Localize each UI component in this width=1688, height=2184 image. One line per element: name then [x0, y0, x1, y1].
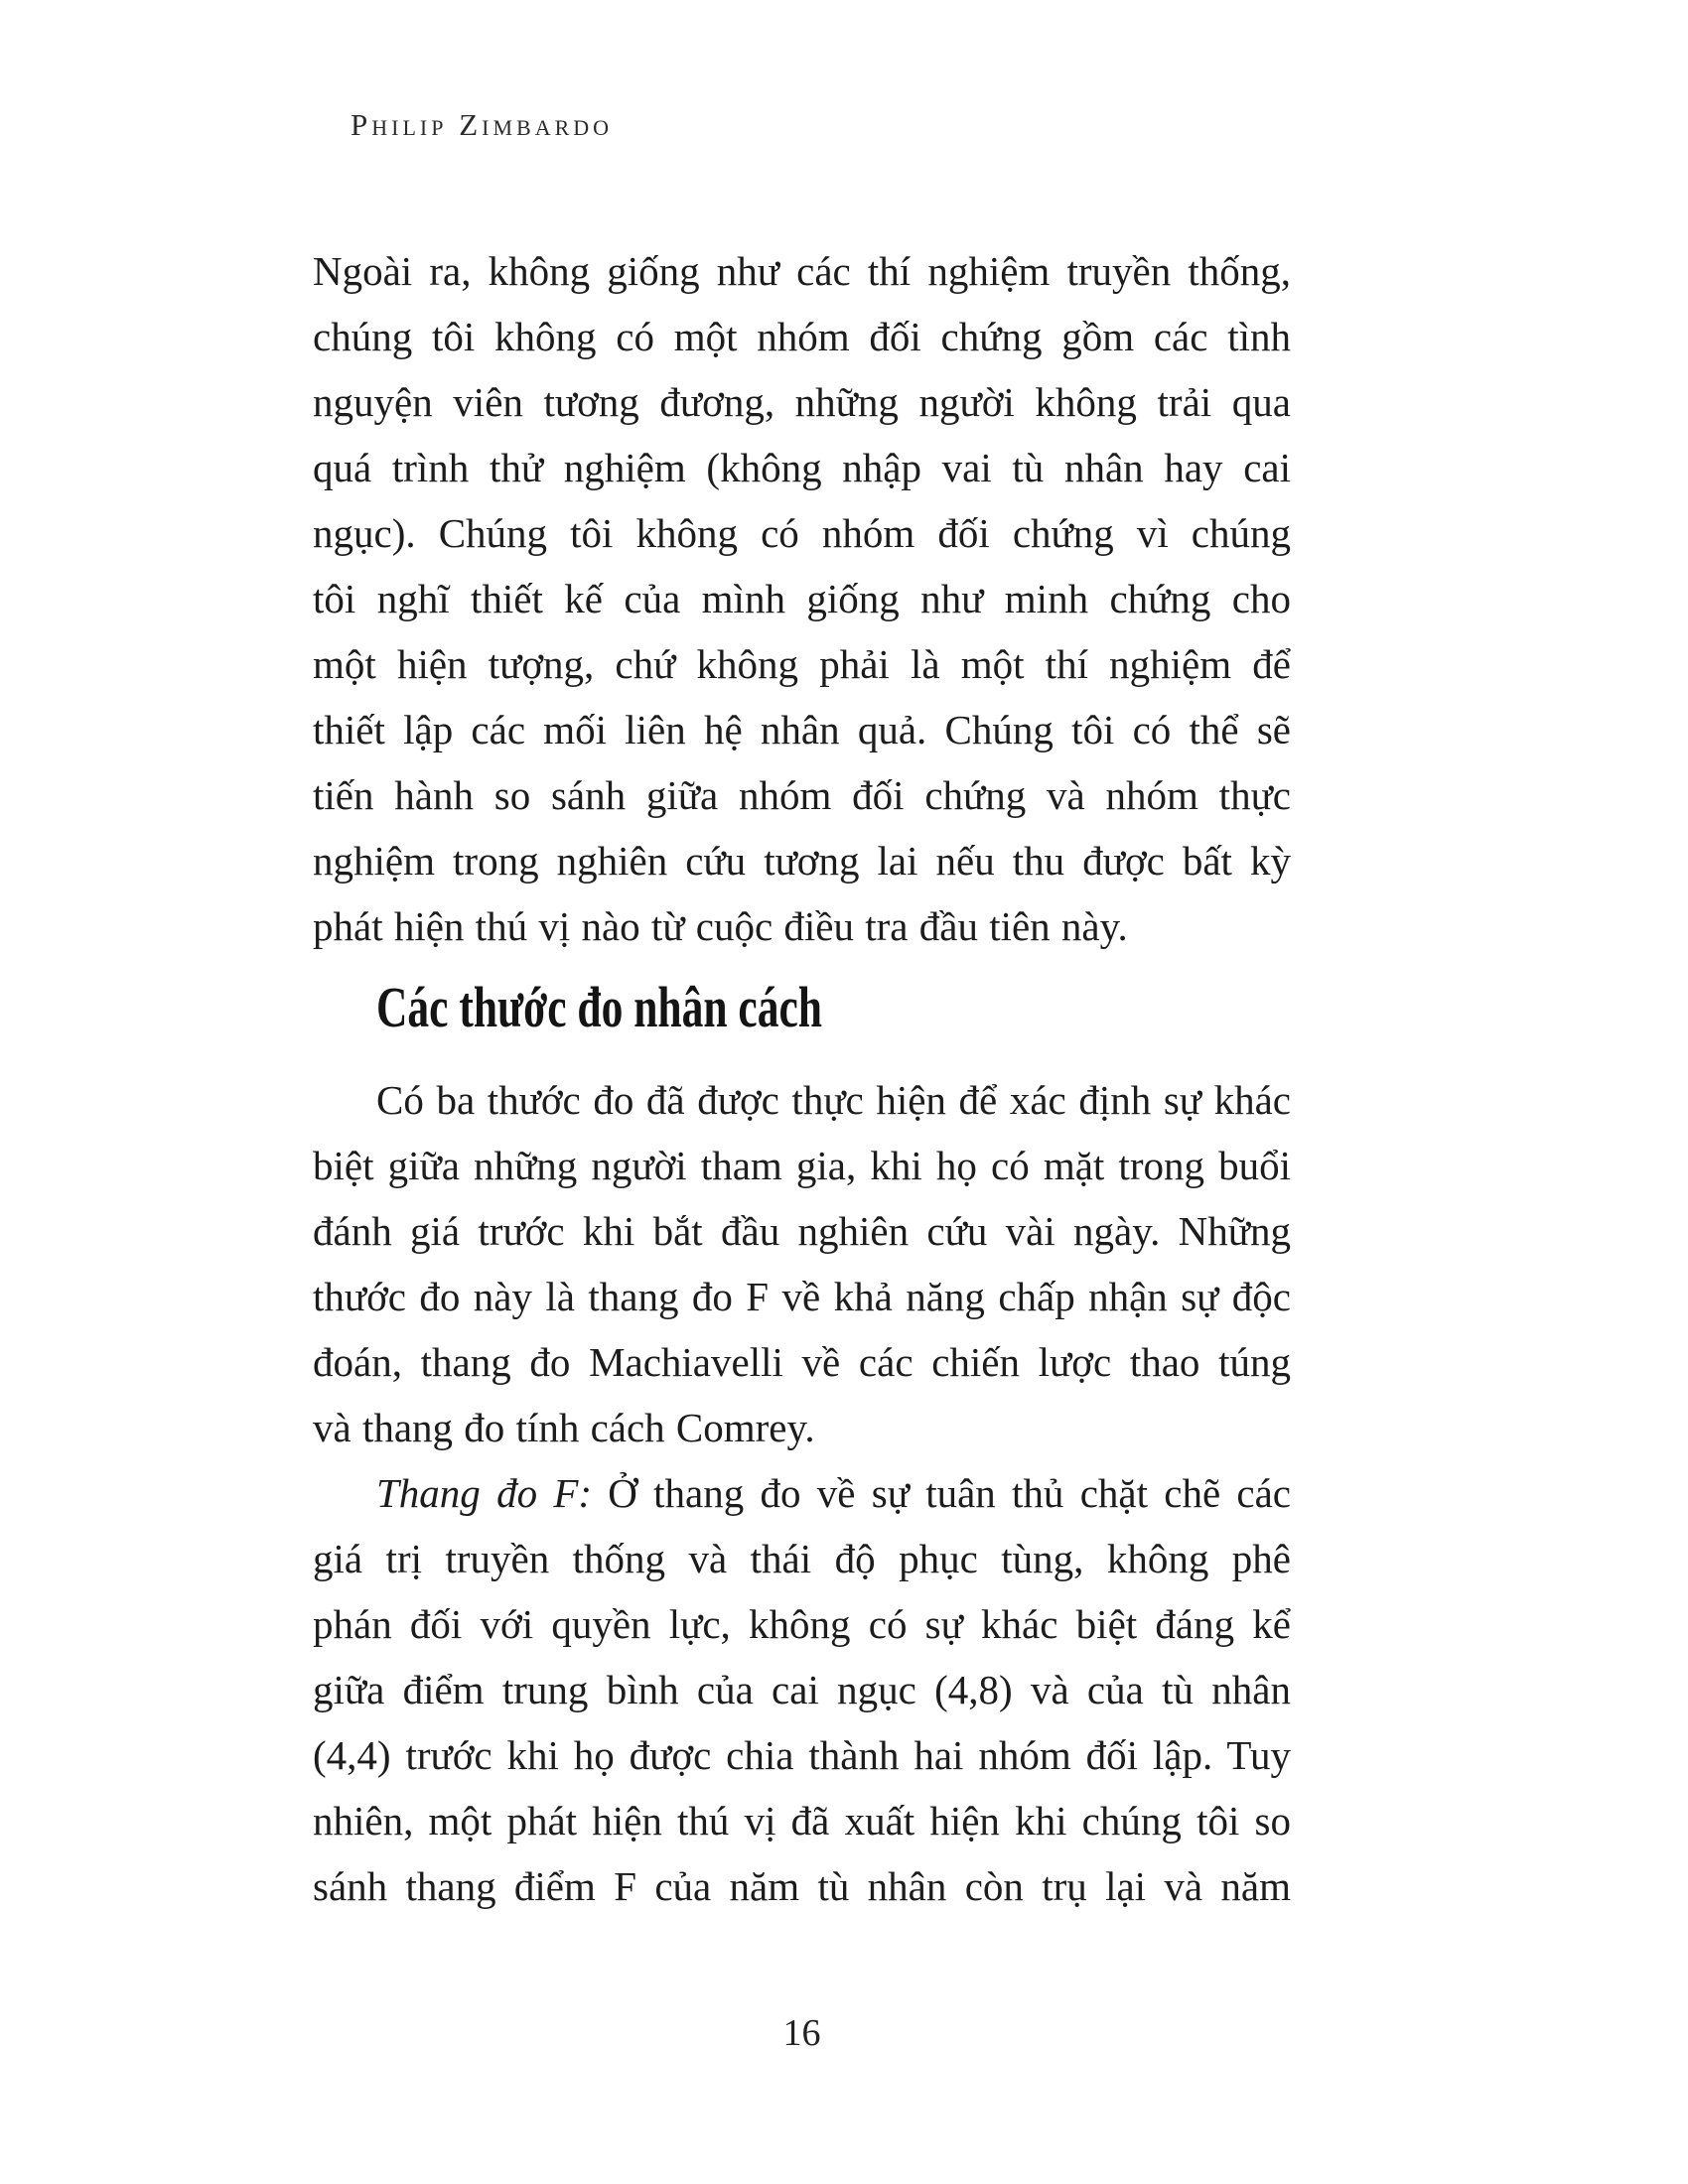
text-segment: và thang đo tính cách Comrey.: [313, 1405, 815, 1450]
text-line: [313, 1329, 1291, 1395]
text-segment: đoán, thang đo Machiavelli về các chiến lược thao túng: [313, 1339, 1291, 1385]
text-line: [313, 1460, 1291, 1526]
text-line: [313, 566, 1291, 631]
text-line: [313, 1591, 1291, 1657]
text-segment: nguyện viên tương đương, những người không trải qua: [313, 379, 1291, 425]
text-segment: nhiên, một phát hiện thú vị đã xuất hiện khi chúng tôi so: [313, 1798, 1291, 1843]
text-line: [313, 1198, 1291, 1264]
text-line: [313, 1526, 1291, 1591]
text-segment: tiến hành so sánh giữa nhóm đối chứng và nhóm thực: [313, 772, 1291, 818]
text-segment: đánh giá trước khi bắt đầu nghiên cứu vài ngày. Những: [313, 1208, 1291, 1254]
text-segment: biệt giữa những người tham gia, khi họ có mặt trong buổi: [313, 1143, 1291, 1188]
text-line: [313, 369, 1291, 435]
text-line: [313, 1788, 1291, 1853]
text-segment: tôi nghĩ thiết kế của mình giống như minh chứng cho: [313, 576, 1291, 621]
text-segment: Ngoài ra, không giống như các thí nghiệm truyền thống,: [313, 248, 1291, 294]
running-header-author: Philip Zimbardo: [351, 107, 614, 142]
text-line: [313, 1853, 1291, 1919]
text-segment: ngục). Chúng tôi không có nhóm đối chứng vì chúng: [313, 510, 1291, 556]
text-line: [313, 1657, 1291, 1722]
text-segment: một hiện tượng, chứ không phải là một thí nghiệm để: [313, 641, 1291, 687]
italic-lead-in: Thang đo F:: [376, 1470, 593, 1516]
section-heading-text: Các thước đo nhân cách: [376, 975, 822, 1039]
text-line: [313, 304, 1291, 369]
text-line: [313, 1264, 1291, 1329]
page-number: 16: [782, 2012, 821, 2054]
text-segment: thiết lập các mối liên hệ nhân quả. Chúng tôi có thể sẽ: [313, 707, 1291, 752]
text-line: [313, 500, 1291, 566]
text-segment: (4,4) trước khi họ được chia thành hai nhóm đối lập. Tuy: [313, 1732, 1291, 1778]
text-line: [313, 435, 1291, 500]
text-segment: chúng tôi không có một nhóm đối chứng gồm các tình: [313, 314, 1291, 359]
paragraph-3: [313, 1460, 1291, 1919]
section-heading-personality-measures: [313, 975, 1291, 1040]
text-segment: giá trị truyền thống và thái độ phục tùng, không phê: [313, 1536, 1291, 1581]
text-line: [313, 238, 1291, 304]
text-line: [313, 893, 1291, 959]
text-segment: sánh thang điểm F của năm tù nhân còn trụ lại và năm: [313, 1863, 1291, 1909]
text-segment: phán đối với quyền lực, không có sự khác biệt đáng kể: [313, 1601, 1291, 1647]
text-line: [313, 1722, 1291, 1788]
text-segment: quá trình thử nghiệm (không nhập vai tù nhân hay cai: [313, 445, 1291, 490]
text-line: [313, 762, 1291, 828]
paragraph-2: [313, 1067, 1291, 1460]
text-segment: Có ba thước đo đã được thực hiện để xác định sự khác: [376, 1077, 1291, 1123]
paragraph-1: [313, 238, 1291, 959]
text-segment: nghiệm trong nghiên cứu tương lai nếu thu được bất kỳ: [313, 838, 1291, 884]
text-line: [313, 1067, 1291, 1133]
text-segment: phát hiện thú vị nào từ cuộc điều tra đầu tiên này.: [313, 903, 1128, 949]
text-line: [313, 631, 1291, 697]
text-column: [313, 238, 1291, 1919]
text-line: [313, 828, 1291, 893]
text-line: [313, 697, 1291, 762]
text-line: [313, 1395, 1291, 1460]
text-segment: thước đo này là thang đo F về khả năng chấp nhận sự độc: [313, 1274, 1291, 1319]
text-segment: giữa điểm trung bình của cai ngục (4,8) và của tù nhân: [313, 1667, 1291, 1712]
text-segment: Ở thang đo về sự tuân thủ chặt chẽ các: [592, 1470, 1292, 1516]
text-line: [313, 1133, 1291, 1198]
